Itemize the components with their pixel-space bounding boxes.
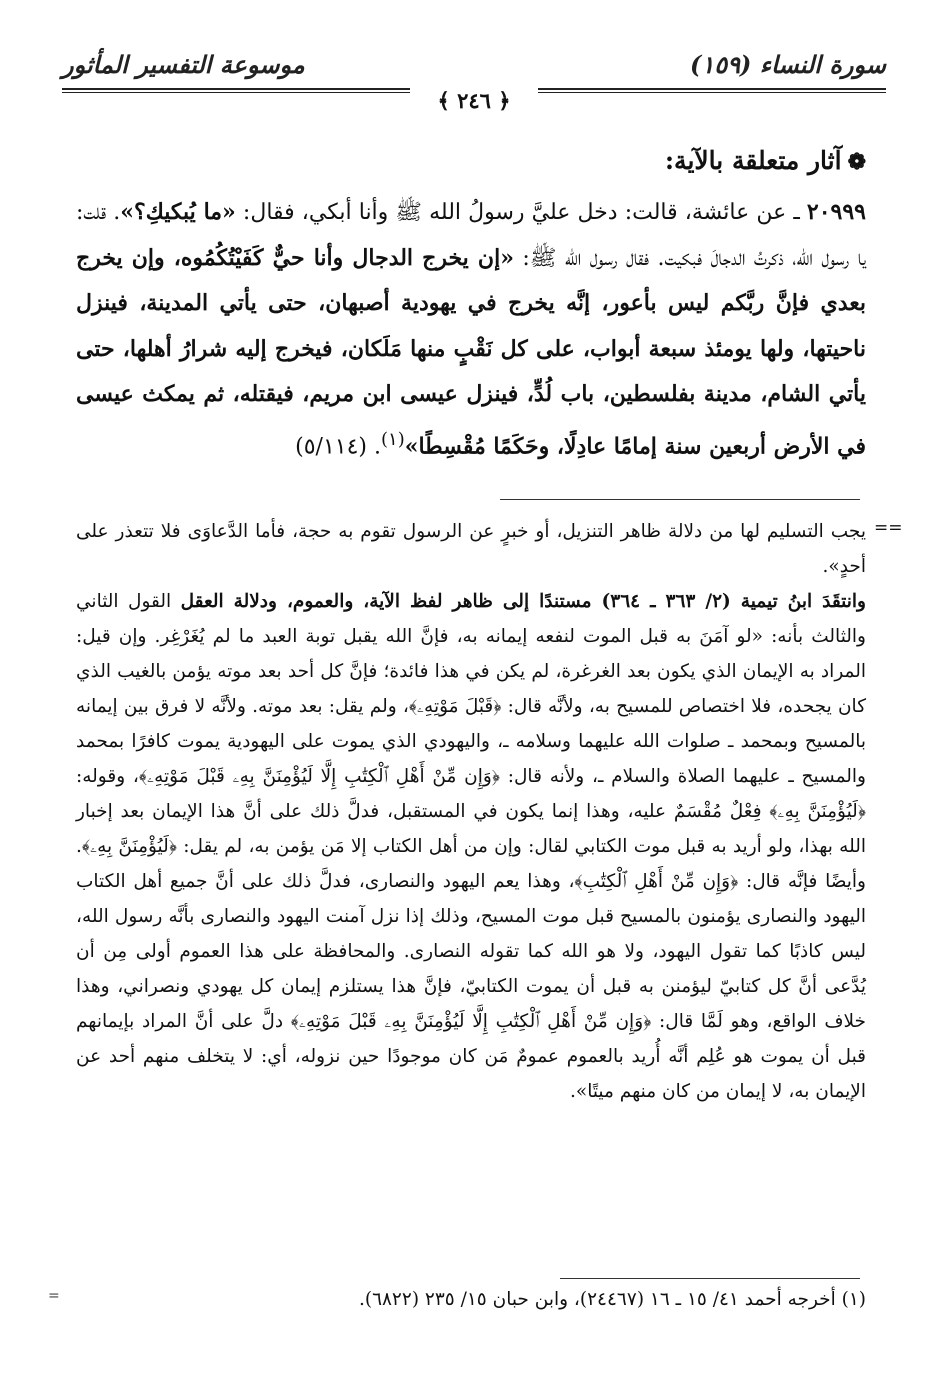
hadith-lead: ـ عن عائشة، قالت: دخل عليَّ رسولُ الله ﷺ وأنا أبكي، فقال: <box>235 200 807 225</box>
footnote-para-2 <box>76 584 866 1109</box>
hadith-source: . (٥/١١٤) <box>295 433 381 459</box>
continuation-marker: == <box>874 518 903 538</box>
hadith-middle: . قلت: يا رسول الله، ذكرتُ الدجالَ فبكيت. فقال رسول الله ﷺ: <box>76 200 866 271</box>
surah-title: سورة النساء (١٥٩) <box>690 50 886 79</box>
bottom-marker: = <box>48 1288 60 1304</box>
page-number: ﴾ ٢٤٦ ﴿ <box>410 88 538 113</box>
hadith-text: «إن يخرج الدجال وأنا حيٌّ كَفَيْتُكُمُوه، وإن يخرج بعدي فإنَّ ربَّكم ليس بأعور، إنَّه يخرج في يهودية أصبهان، حتى يأتي المدينة، فينزل ناحيتها، ولها يومئذ سبعة أبواب، على كل نَقْبٍ منها مَلَكان، فيخرج إليه شرارُ أهلها، حتى يأتي الشام، مدينة بفلسطين، باب لُدٍّ، فينزل عيسى ابن مريم، فيقتله، ثم يمكث عيسى في الأرض أربعين سنة إمامًا عادِلًا، وحَكَمًا مُقْسِطًا» <box>76 244 866 459</box>
footnote-para-2-bold: وانتقَدَ ابنُ تيمية (٢/ ٣٦٣ ـ ٣٦٤) مستندًا إلى ظاهر لفظ الآية، والعموم، ودلالة العقل <box>180 591 866 612</box>
hadith-number: ٢٠٩٩٩ <box>806 199 866 225</box>
footnote-separator-bottom <box>560 1278 860 1279</box>
book-title: موسوعة التفسير المأثور <box>62 50 305 79</box>
footnote-continuation <box>76 514 866 1109</box>
floral-ornament-icon: ❁ <box>847 149 866 175</box>
footnote-1: (١) أخرجه أحمد ٤١/ ١٥ ـ ١٦ (٢٤٤٦٧)، وابن حبان ١٥/ ٢٣٥ (٦٨٢٢). <box>358 1289 866 1310</box>
hadith-paragraph <box>76 190 866 469</box>
footnote-para-2-text: القول الثاني والثالث بأنه: «لو آمَنَ به قبل الموت لنفعه إيمانه به، فإنَّ الله يقبل توبة العبد ما لم يُغَرْغِر. وإن قيل: المراد به الإيمان الذي يكون بعد الغرغرة، لم يكن في هذا فائدة؛ فإنَّ كل أحد بعد موته يؤمن بالغيب الذي كان يجحده، فلا اختصاص للمسيح به، ولأنَّه قال: ﴿قَبْلَ مَوْتِهِۦ﴾، ولم يقل: بعد موته. ولأنَّه لا فرق بين إيمانه بالمسيح وبمحمد ـ صلوات الله عليهما وسلامه ـ، واليهودي الذي يموت على اليهودية يموت كافرًا بمحمد والمسيح ـ عليهما الصلاة والسلام ـ، ولأنه قال: ﴿وَإِن مِّنْ أَهْلِ ٱلْكِتَٰبِ إِلَّا لَيُؤْمِنَنَّ بِهِۦ قَبْلَ مَوْتِهِۦ﴾، وقوله: ﴿لَيُؤْمِنَنَّ بِهِۦ﴾ فِعْلٌ مُقْسَمٌ عليه، وهذا إنما يكون في المستقبل، فدلَّ ذلك على أنَّ هذا الإيمان بعد إخبار الله بهذا، ولو أريد به قبل موت الكتابي لقال: وإن من أهل الكتاب إلا مَن يؤمن به، لم يقل: ﴿لَيُؤْمِنَنَّ بِهِۦ﴾. وأيضًا فإنَّه قال: ﴿وَإِن مِّنْ أَهْلِ ٱلْكِتَٰبِ﴾، وهذا يعم اليهود والنصارى، فدلَّ ذلك على أنَّ جميع أهل الكتاب اليهود والنصارى يؤمنون بالمسيح قبل موت المسيح، وذلك إذا نزل آمنت اليهود والنصارى بأنَّه رسول الله، ليس كاذبًا كما تقول اليهود، ولا هو الله كما تقوله النصارى. والمحافظة على هذا العموم أولى مِن أن يُدَّعى أنَّ كل كتابيّ ليؤمنن به قبل أن يموت الكتابيّ، فإنَّ هذا يستلزم إيمان كل يهودي ونصراني، وهذا خلاف الواقع، وهو لَمَّا قال: ﴿وَإِن مِّنْ أَهْلِ ٱلْكِتَٰبِ إِلَّا لَيُؤْمِنَنَّ بِهِۦ قَبْلَ مَوْتِهِۦ﴾ دلَّ على أنَّ المراد بإيمانهم قبل أن يموت هو عُلِم أنَّه أُريد بالعموم عمومٌ مَن كان موجودًا حين نزوله، أي: لا يتخلف منهم أحد عن الإيمان به، لا إيمان من كان منهم ميتًا». <box>76 591 866 1102</box>
section-title: آثار متعلقة بالآية: <box>664 146 842 175</box>
footnote-ref: (١) <box>380 428 405 450</box>
footnote-separator <box>500 499 860 500</box>
section-heading <box>76 146 866 175</box>
footnote-para-1: يجب التسليم لها من دلالة ظاهر التنزيل، أو خبرٍ عن الرسول تقوم به حجة، فأما الدَّعاوَى فلا تتعذر على أحدٍ». <box>76 521 866 577</box>
hadith-question: «ما يُبكيكِ؟» <box>120 199 236 225</box>
